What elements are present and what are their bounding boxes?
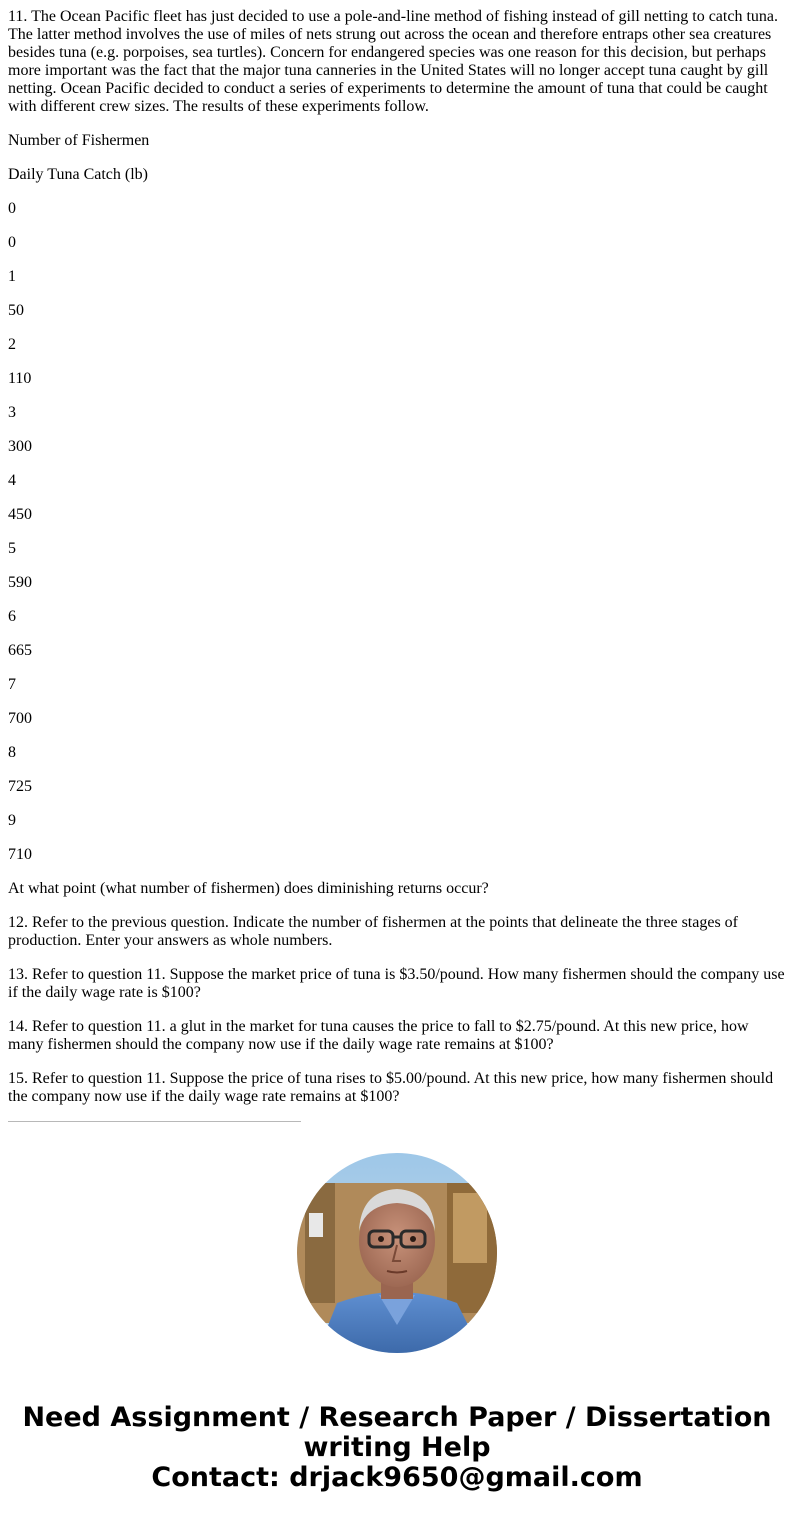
- row-catch-value: 0: [8, 234, 16, 251]
- row-catch-value: 50: [8, 302, 24, 319]
- row-catch-value: 710: [8, 846, 32, 863]
- table-header-catch: Daily Tuna Catch (lb): [8, 166, 148, 183]
- question-11-intro: 11. The Ocean Pacific fleet has just decided to use a pole-and-line method of fishing instead of gill netting to catch tuna. The latter method involves the use of miles of nets strung out across the ocean and therefore entraps other sea creatures besides tuna (e.g. porpoises, sea turtles). Concern for endangered species was one reason for this decision, but perhaps more important was the fact that the major tuna canneries in the United States will no longer accept tuna caught by gill netting. Ocean Pacific decided to conduct a series of experiments to determine the amount of tuna that could be caught with different crew sizes. The results of these experiments follow.: [8, 8, 778, 115]
- row-catch-value: 590: [8, 574, 32, 591]
- row-fishermen-value: 9: [8, 812, 16, 829]
- row-catch-value: 300: [8, 438, 32, 455]
- row-fishermen-value: 6: [8, 608, 16, 625]
- row-catch-value: 725: [8, 778, 32, 795]
- row-catch-value: 665: [8, 642, 32, 659]
- question-14: 14. Refer to question 11. a glut in the market for tuna causes the price to fall to $2.75/pound. At this new price, how many fishermen should the company now use if the daily wage rate remains at $100?: [8, 1018, 749, 1053]
- author-portrait-image: [297, 1153, 497, 1353]
- contact-banner: [0, 1403, 794, 1493]
- question-13: 13. Refer to question 11. Suppose the market price of tuna is $3.50/pound. How many fishermen should the company use if the daily wage rate is $100?: [8, 966, 785, 1001]
- row-fishermen-value: 1: [8, 268, 16, 285]
- author-avatar: [297, 1153, 497, 1353]
- document-body: [8, 8, 788, 1122]
- cta-line-1: Need Assignment / Research Paper / Dissertation: [22, 1402, 772, 1433]
- question-11-prompt: At what point (what number of fishermen) does diminishing returns occur?: [8, 880, 489, 897]
- row-fishermen-value: 4: [8, 472, 16, 489]
- row-catch-value: 110: [8, 370, 32, 387]
- table-header-fishermen: Number of Fishermen: [8, 132, 150, 149]
- row-fishermen-value: 0: [8, 200, 16, 217]
- horizontal-divider: [8, 1121, 301, 1122]
- row-catch-value: 450: [8, 506, 32, 523]
- cta-contact-email[interactable]: Contact: drjack9650@gmail.com: [151, 1462, 643, 1493]
- row-fishermen-value: 2: [8, 336, 16, 353]
- row-fishermen-value: 3: [8, 404, 16, 421]
- question-15: 15. Refer to question 11. Suppose the price of tuna rises to $5.00/pound. At this new price, how many fishermen should the company now use if the daily wage rate remains at $100?: [8, 1070, 774, 1105]
- row-fishermen-value: 7: [8, 676, 16, 693]
- row-fishermen-value: 5: [8, 540, 16, 557]
- cta-line-2: writing Help: [303, 1432, 491, 1463]
- row-catch-value: 700: [8, 710, 32, 727]
- row-fishermen-value: 8: [8, 744, 16, 761]
- question-12: 12. Refer to the previous question. Indicate the number of fishermen at the points that delineate the three stages of production. Enter your answers as whole numbers.: [8, 914, 738, 949]
